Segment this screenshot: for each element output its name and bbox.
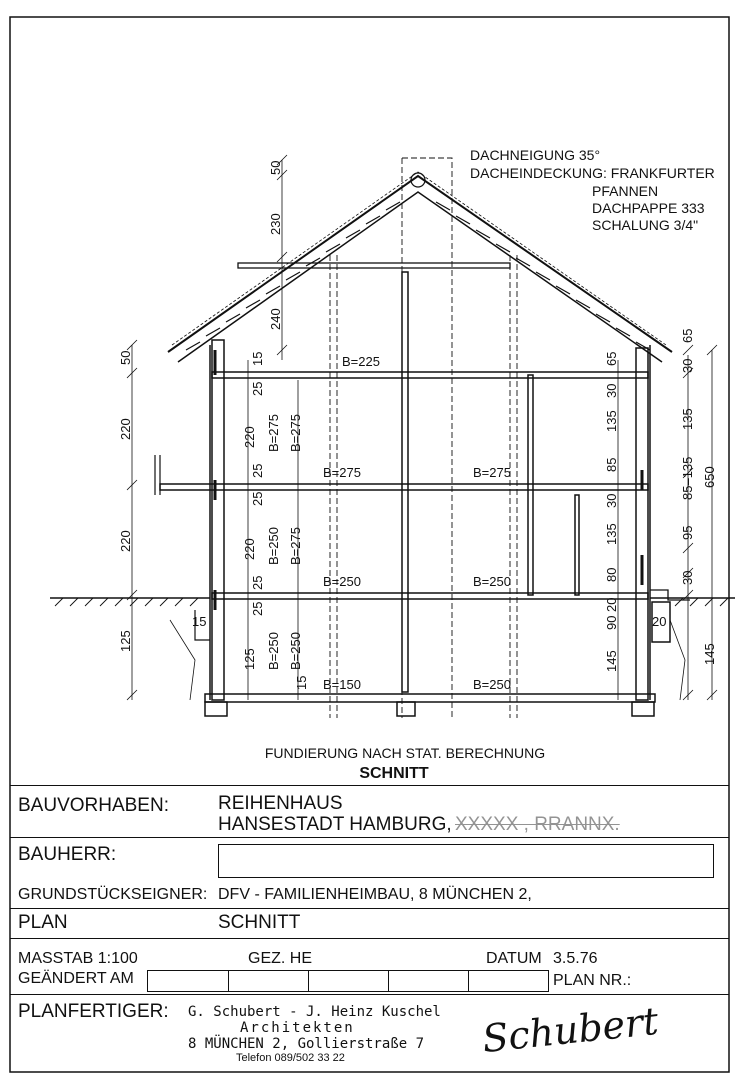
terrain [50,598,735,700]
project-label: BAUVORHABEN: [18,795,169,816]
dim-inner-15: 15 [250,351,265,366]
dim-inner-25d: 25 [250,575,265,590]
dim-right-95: 95 [680,525,695,540]
plan-number-label: PLAN NR.: [553,972,632,989]
beam-label-ground-right: B=250 [473,574,511,589]
dim-width-275b: B=275 [288,414,303,452]
plan-value: SCHNITT [218,912,301,933]
dim-roof-230: 230 [268,213,283,235]
dim-inner-25b: 25 [250,463,265,478]
dim-left-50: 50 [118,350,133,365]
dim-inner-15b: 15 [294,675,309,690]
dim-roof-50: 50 [268,160,283,175]
roof-cover-note-3: DACHPAPPE 333 [592,200,705,216]
dim-inner-right-135a: 135 [604,410,619,432]
dimension-lines [127,155,717,700]
maker-line-1: G. Schubert - J. Heinz Kuschel [188,1004,441,1020]
owner-label: BAUHERR: [18,844,117,865]
dim-right-30a: 30 [680,358,695,373]
dim-right-145: 145 [702,643,717,665]
dim-right-85-135: 85–135 [680,456,695,500]
changed-label: GEÄNDERT AM [18,970,134,987]
drawn-by-text: GEZ. HE [248,950,313,967]
dim-small-15: 15 [192,614,207,629]
beam-label-ground-left: B=250 [323,574,361,589]
dimension-labels [118,161,717,690]
architect-signature: Schubert [480,998,661,1062]
roof-cover-note-2: PFANNEN [592,183,659,199]
maker-label: PLANFERTIGER: [18,1001,169,1022]
dim-width-275a: B=275 [266,414,281,452]
beam-label-roof: B=225 [342,354,380,369]
dim-inner-right-145: 145 [604,650,619,672]
foundation-note: FUNDIERUNG NACH STAT. BERECHNUNG [264,745,546,761]
beam-labels [192,351,667,692]
plan-label: PLAN [18,912,68,933]
maker-line-3: 8 MÜNCHEN 2, Gollierstraße 7 [188,1036,425,1052]
dim-left-125: 125 [118,630,133,652]
dim-small-20: 20 [652,614,667,629]
dim-width-275c: B=275 [288,527,303,565]
dim-right-65: 65 [680,328,695,343]
dim-width-250c: B=250 [288,632,303,670]
dim-width-250b: B=250 [266,632,281,670]
scale-text: MASSTAB 1:100 [18,950,138,967]
dim-inner-right-90: 90 [604,615,619,630]
roof-cover-note-4: SCHALUNG 3/4" [592,217,699,233]
titleblock-divider-plan [10,908,729,909]
landowner-label: GRUNDSTÜCKSEIGNER: [18,886,208,903]
date-label: DATUM [486,950,542,967]
drawing-title: SCHNITT [359,765,429,782]
dim-width-250a: B=250 [266,527,281,565]
beam-label-upper-right: B=275 [473,465,511,480]
dim-inner-25c: 25 [250,491,265,506]
dim-inner-right-65: 65 [604,351,619,366]
dim-inner-25e: 25 [250,601,265,616]
maker-line-2: Architekten [240,1020,355,1036]
dim-inner-right-85: 85 [604,457,619,472]
dim-inner-right-30b: 30 [604,493,619,508]
landowner-value: DFV - FAMILIENHEIMBAU, 8 MÜNCHEN 2, [218,886,532,903]
dim-inner-right-80: 80 [604,567,619,582]
dim-inner-right-20: 20 [604,597,619,612]
titleblock-divider-top [10,785,729,786]
roof-cover-note-1: DACHEINDECKUNG: FRANKFURTER [470,165,715,181]
project-crossed-text: XXXXX , RRANNX. [455,814,620,835]
dim-inner-right-30a: 30 [604,383,619,398]
titleblock-divider-maker [10,994,729,995]
change-fields [147,970,549,992]
project-line-2: HANSESTADT HAMBURG, [218,814,452,835]
roof-pitch-note: DACHNEIGUNG 35° [470,147,601,163]
dim-inner-25a: 25 [250,381,265,396]
dim-left-220b: 220 [118,530,133,552]
owner-field [218,844,714,878]
dim-inner-220a: 220 [242,426,257,448]
dim-right-total: 650 [702,466,717,488]
dim-right-30b: 30 [680,570,695,585]
dim-right-135: 135 [680,408,695,430]
dim-left-220a: 220 [118,418,133,440]
dim-inner-220b: 220 [242,538,257,560]
titleblock-divider-scale [10,938,729,939]
roof-notes [470,147,715,233]
titleblock-divider-owner [10,837,729,838]
beam-label-upper-left: B=275 [323,465,361,480]
dim-roof-240: 240 [268,308,283,330]
dim-inner-125: 125 [242,648,257,670]
beam-label-basement-left: B=150 [323,677,361,692]
dim-inner-right-135b: 135 [604,523,619,545]
maker-line-4: Telefon 089/502 33 22 [236,1052,345,1064]
date-value: 3.5.76 [553,950,598,967]
project-line-1: REIHENHAUS [218,793,343,814]
beam-label-basement-right: B=250 [473,677,511,692]
